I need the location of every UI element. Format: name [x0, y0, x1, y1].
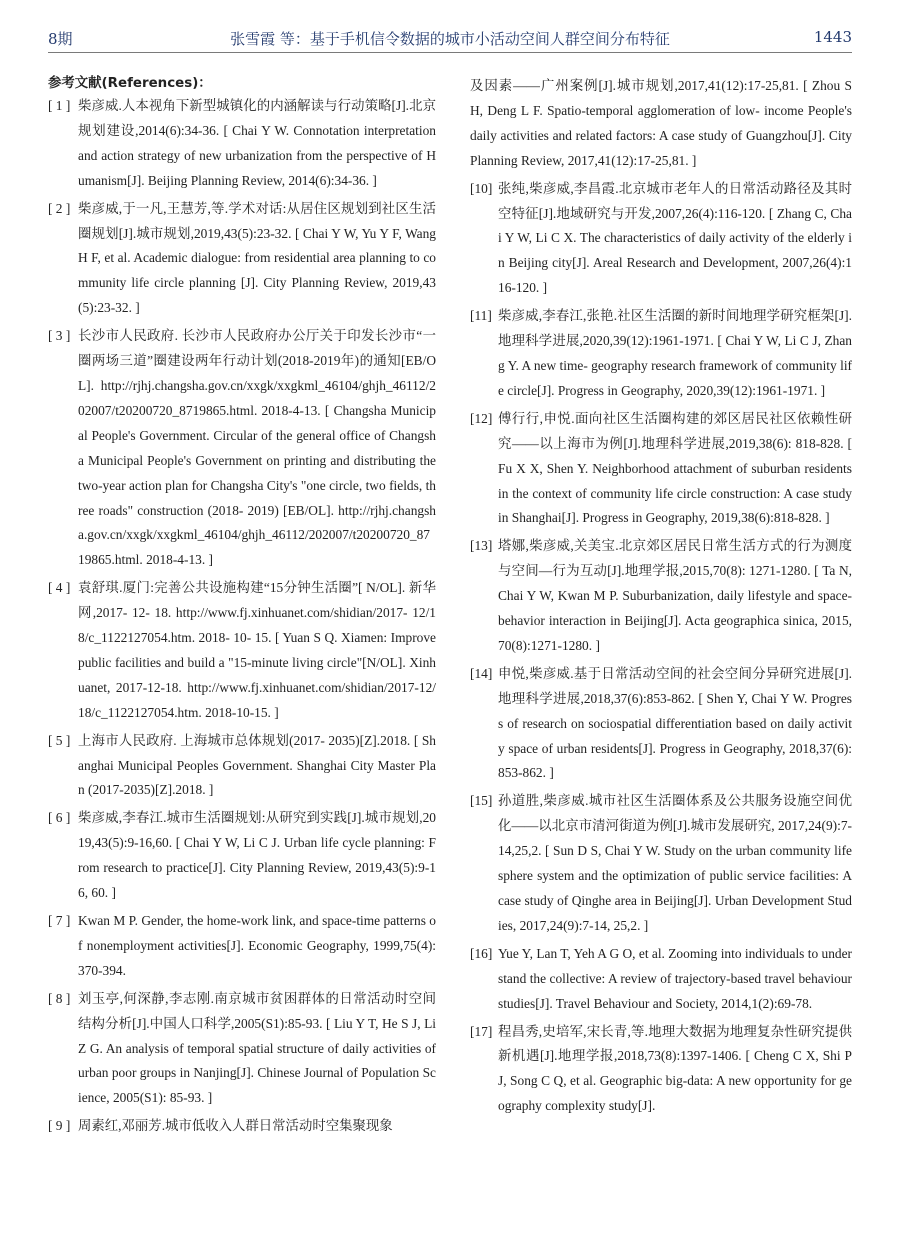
reference-entry [48, 987, 436, 1112]
reference-text: 上海市人民政府. 上海城市总体规划(2017- 2035)[Z].2018. [ Shanghai Municipal Peoples Government. Shanghai City Master Plan (2017-2035)[Z].2018. ] [78, 732, 436, 798]
reference-text: 塔娜,柴彦威,关美宝.北京郊区居民日常生活方式的行为测度与空间—行为互动[J].地理学报,2015,70(8): 1271-1280. [ Ta N, Chai Y W, Kwan M P. Suburbanization, daily lifestyle and space- behavior interaction in Beijing[J]. Acta geographica sinica, 2015,70(8):1271-1280. ] [498, 538, 852, 653]
reference-number: [ 6 ] [48, 810, 71, 826]
right-column [470, 74, 852, 1122]
reference-number: [11] [470, 308, 492, 324]
reference-number: [ 7 ] [48, 913, 71, 928]
reference-text: 孙道胜,柴彦威.城市社区生活圈体系及公共服务设施空间优化——以北京市清河街道为例[J].城市发展研究, 2017,24(9):7-14,25,2. [ Sun D S, Chai Y W. Study on the urban community life sphere system and the optimization of public service facilities: A case study of Qinghe area in Beijing[J]. Urban Development Studies, 2017,24(9):7-14, 25,2. ] [498, 793, 852, 933]
reference-entry [470, 407, 852, 532]
reference-text: 刘玉亭,何深静,李志刚.南京城市贫困群体的日常活动时空间结构分析[J].中国人口科学,2005(S1):85-93. [ Liu Y T, He S J, Li Z G. An analysis of temporal spatial structure of daily activities of urban poor groups in Nanjing[J]. Chinese Journal of Population Science, 2005(S1): 85-93. ] [78, 990, 436, 1106]
reference-number: [14] [470, 665, 493, 681]
reference-text: 柴彦威,李春江,张艳.社区生活圈的新时间地理学研究框架[J].地理科学进展,2020,39(12):1961-1971. [ Chai Y W, Li C J, Zhang Y. A new time- geography research framework of community life circle[J]. Progress in Geography, 2020,39(12):1961-1971. ] [498, 308, 852, 398]
reference-text: Kwan M P. Gender, the home-work link, and space-time patterns of nonemployment activities[J]. Economic Geography, 1999,75(4):370-394. [78, 913, 436, 978]
reference-text: 袁舒琪.厦门:完善公共设施构建“15分钟生活圈”[ N/OL]. 新华网,2017- 12- 18. http://www.fj.xinhuanet.com/shidian/2017- 12/18/c_1122127054.htm. 2018- 10- 15. [ Yuan S Q. Xiamen: Improve public facilities and build a "15-minute living circle"[N/OL]. Xinhuanet, 2017-12-18. http://www.fj.xinhuanet.com/shidian/2017-12/18/c_1122127054.htm. 2018-10-15. ] [78, 580, 436, 720]
reference-entry [48, 806, 436, 906]
reference-text: 申悦,柴彦威.基于日常活动空间的社会空间分异研究进展[J].地理科学进展,2018,37(6):853-862. [ Shen Y, Chai Y W. Progress of research on sociospatial differentiation based on daily activity space of urban residents[J]. Progress in Geography, 2018,37(6):853-862. ] [498, 665, 852, 781]
right-reference-list [470, 177, 852, 1120]
reference-entry [470, 177, 852, 302]
reference-entry [470, 304, 852, 404]
left-column [48, 74, 436, 1142]
reference-text: 柴彦威,于一凡,王慧芳,等.学术对话:从居住区规划到社区生活圈规划[J].城市规划,2019,43(5):23-32. [ Chai Y W, Yu Y F, Wang H F, et al. Academic dialogue: from residential area planning to community life circle planning [J]. City Planning Review, 2019,43(5):23-32. ] [78, 200, 436, 316]
reference-text: 周素红,邓丽芳.城市低收入人群日常活动时空集聚现象 [78, 1118, 393, 1134]
reference-number: [ 8 ] [48, 990, 71, 1006]
reference-text: 柴彦威,李春江.城市生活圈规划:从研究到实践[J].城市规划,2019,43(5):9-16,60. [ Chai Y W, Li C J. Urban life cycle planning: From research to practice[J]. City Planning Review, 2019,43(5):9-16, 60. ] [78, 810, 436, 901]
reference-number: [ 3 ] [48, 328, 71, 344]
reference-text: 柴彦威.人本视角下新型城镇化的内涵解读与行动策略[J].北京规划建设,2014(6):34-36. [ Chai Y W. Connotation interpretation and action strategy of new urbanization from the perspective of Humanism[J]. Beijing Planning Review, 2014(6):34-36. ] [78, 98, 436, 188]
reference-entry [48, 909, 436, 984]
reference-text: 程昌秀,史培军,宋长青,等.地理大数据为地理复杂性研究提供新机遇[J].地理学报,2018,73(8):1397-1406. [ Cheng C X, Shi P J, Song C Q, et al. Geographic big-data: A new opportunity for geography complexity study[J]. [498, 1023, 852, 1114]
reference-number: [10] [470, 180, 493, 196]
reference-number: [ 5 ] [48, 732, 71, 748]
references-heading: 参考文献(References)： [48, 76, 212, 91]
reference-text: 张纯,柴彦威,李昌霞.北京城市老年人的日常活动路径及其时空特征[J].地域研究与开发,2007,26(4):116-120. [ Zhang C, Chai Y W, Li C X. The characteristics of daily activity of the elderly in Beijing city[J]. Areal Research and Development, 2007,26(4):116-120. ] [498, 180, 852, 296]
reference-entry [470, 534, 852, 659]
reference-entry [48, 324, 436, 573]
left-reference-list [48, 94, 436, 1139]
reference-number: [ 2 ] [48, 200, 71, 216]
reference-entry [48, 729, 436, 804]
reference-entry [48, 576, 436, 725]
reference-entry [48, 197, 436, 322]
reference-entry [48, 94, 436, 194]
reference-entry [470, 662, 852, 787]
reference-text: 傅行行,申悦.面向社区生活圈构建的郊区居民社区依赖性研究——以上海市为例[J].地理科学进展,2019,38(6): 818-828. [ Fu X X, Shen Y. Neighborhood attachment of suburban residents in the context of community life circle construction: A case study in Shanghai[J]. Progress in Geography, 2019,38(6):818-828. ] [498, 410, 852, 526]
reference-number: [ 1 ] [48, 98, 71, 113]
reference-entry [470, 1020, 852, 1120]
running-header [48, 28, 852, 50]
reference-number: [ 4 ] [48, 580, 71, 596]
reference-number: [17] [470, 1023, 493, 1039]
issue-label: 8期 [48, 30, 73, 48]
reference-number: [15] [470, 793, 493, 809]
reference-entry [470, 789, 852, 938]
reference-entry [470, 942, 852, 1017]
running-title: 张雪霞 等：基于手机信令数据的城市小活动空间人群空间分布特征 [230, 30, 670, 48]
reference-text: Yue Y, Lan T, Yeh A G O, et al. Zooming into individuals to understand the collective: A review of trajectory-based travel behaviour studies[J]. Travel Behaviour and Society, 2014,1(2):69-78. [498, 945, 852, 1011]
reference-continuation: 及因素——广州案例[J].城市规划,2017,41(12):17-25,81. [ Zhou S H, Deng L F. Spatio-temporal agglomeration of low- income People's daily activities and related factors: A case study of Guangzhou[J]. City Planning Review, 2017,41(12):17-25,81. ] [470, 78, 852, 168]
reference-number: [ 9 ] [48, 1118, 71, 1134]
reference-text: 长沙市人民政府. 长沙市人民政府办公厅关于印发长沙市“一圈两场三道”圈建设两年行动计划(2018-2019年)的通知[EB/OL]. http://rjhj.changsha.gov.cn/xxgk/xxgkml_46104/ghjh_46112/202007/t20200720_8719865.html. 2018-4-13. [ Changsha Municipal People's Government. Circular of the general office of Changsha Municipal People's Government on printing and distributing the two-year action plan for Changsha City's "one circle, two fields, three roads" construction (2018- 2019) [EB/OL]. http://rjhj.changsha.gov.cn/xxgk/xxgkml_46104/ghjh_46112/202007/t20200720_8719865.html. 2018-4-13. ] [78, 328, 436, 568]
reference-number: [12] [470, 410, 493, 426]
page-number: 1443 [813, 28, 852, 46]
reference-entry [48, 1114, 436, 1139]
reference-number: [13] [470, 538, 493, 554]
header-rule [48, 52, 852, 53]
reference-number: [16] [470, 945, 493, 961]
